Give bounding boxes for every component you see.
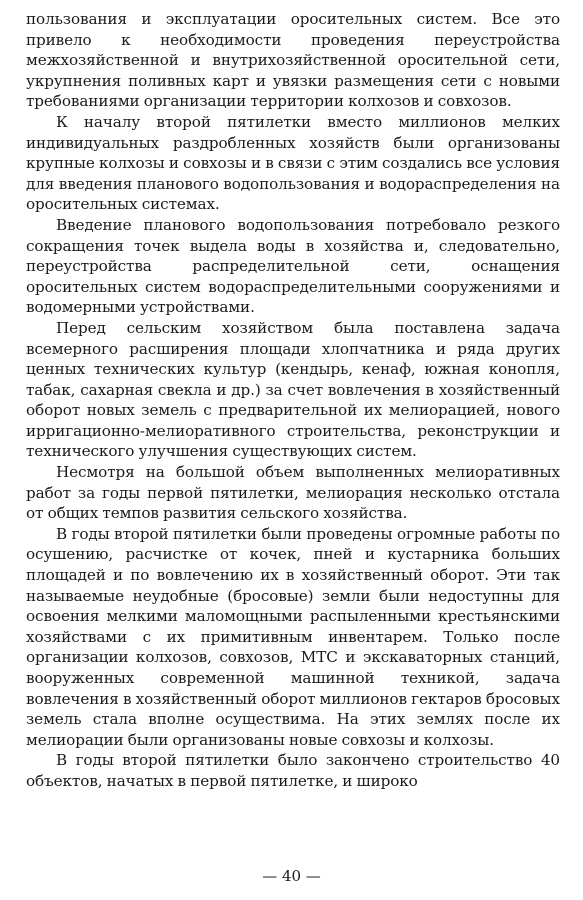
page-number: — 40 — [262,867,321,885]
paragraph: К началу второй пятилетки вместо миллионов мелких индивидуальных раздробленных хозяйств были организованы крупные колхозы и совхозы и в связи с этим создались все условия для введения планового водопользования и водораспределения на оросительных системах. [26,112,560,214]
paragraph: Несмотря на большой объем выполненных мелиоративных работ за годы первой пятилетки, мелиорация несколько отстала от общих темпов развития сельского хозяйства. [26,463,560,523]
paragraph: Перед сельским хозяйством была поставлена задача всемерного расширения площади хлопчатника и ряда других ценных технических культур (кендырь, кенаф, южная конопля, табак, сахарная свекла и др.) за счет вовлечения в хозяйственный оборот новых земель с предварительной их мелиорацией, нового ирригационно-мелиоративного строительства, реконструкции и технического улучшения существующих систем. [26,318,560,461]
paragraph: В годы второй пятилетки были проведены огромные работы по осушению, расчистке от кочек, пней и кустарника больших площадей и по вовлечению их в хозяйственный оборот. Эти так называемые неудобные (бросовые) земли были недоступны для освоения мелкими маломощными распыленными крестьянскими хозяйствами с их примитивным инвентарем. Только после организации колхозов, совхозов, МТС и экскаваторных станций, вооруженных современной машинной техникой, задача вовлечения в хозяйственный оборот миллионов гектаров бросовых земель стала вполне осуществима. На этих землях после их мелиорации были организованы новые совхозы и колхозы. [26,524,560,749]
paragraph: В годы второй пятилетки было закончено строительство 40 объектов, начатых в первой пятилетке, и широко [26,751,560,790]
paragraph: Введение планового водопользования потребовало резкого сокращения точек выдела воды в хозяйства и, следовательно, переустройства распределительной сети, оснащения оросительных систем водораспределительными сооружениями и водомерными устройствами. [26,215,560,317]
page-text [26,9,560,889]
paragraph-continuation: пользования и эксплуатации оросительных систем. Все это привело к необходимости проведения переустройства межхозяйственной и внутрихозяйственной оросительной сети, укрупнения поливных карт и увязки размещения сети с новыми требованиями организации территории колхозов и совхозов. [26,10,560,111]
